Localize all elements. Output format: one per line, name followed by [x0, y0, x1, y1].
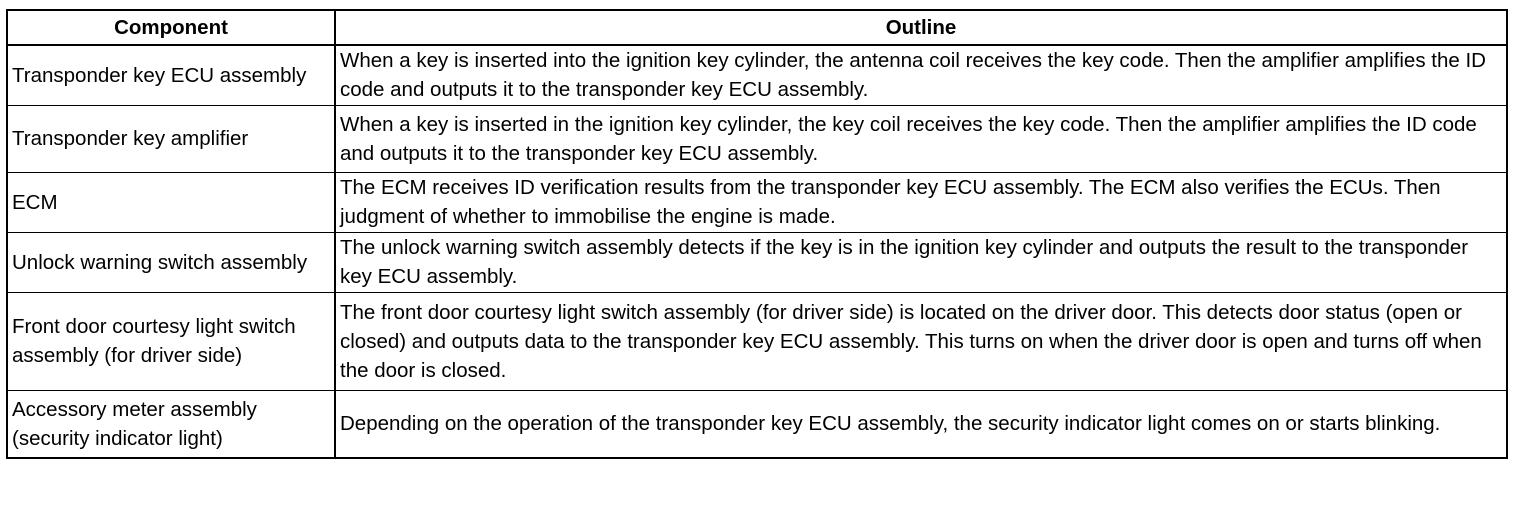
table-row — [7, 45, 1507, 105]
outline-cell: The ECM receives ID verification results from the transponder key ECU assembly. The ECM also verifies the ECUs. Then judgment of whether to immobilise the engine is made. — [335, 172, 1507, 232]
outline-cell: The front door courtesy light switch assembly (for driver side) is located on the driver door. This detects door status (open or closed) and outputs data to the transponder key ECU assembly. This turns on when the driver door is open and turns off when the door is closed. — [335, 292, 1507, 390]
column-header-component: Component — [7, 10, 335, 45]
table-row — [7, 292, 1507, 390]
column-header-outline: Outline — [335, 10, 1507, 45]
outline-cell: Depending on the operation of the transponder key ECU assembly, the security indicator light comes on or starts blinking. — [335, 390, 1507, 458]
header-row — [7, 10, 1507, 45]
table-row — [7, 390, 1507, 458]
table-row — [7, 105, 1507, 172]
table-body — [7, 45, 1507, 458]
table-row — [7, 172, 1507, 232]
component-cell: Unlock warning switch assembly — [7, 232, 335, 292]
table-row — [7, 232, 1507, 292]
component-cell: ECM — [7, 172, 335, 232]
component-cell: Front door courtesy light switch assembly (for driver side) — [7, 292, 335, 390]
component-outline-table — [6, 9, 1508, 459]
outline-cell: When a key is inserted into the ignition key cylinder, the antenna coil receives the key code. Then the amplifier amplifies the ID code and outputs it to the transponder key ECU assembly. — [335, 45, 1507, 105]
component-cell: Transponder key ECU assembly — [7, 45, 335, 105]
outline-cell: The unlock warning switch assembly detects if the key is in the ignition key cylinder and outputs the result to the transponder key ECU assembly. — [335, 232, 1507, 292]
component-cell: Transponder key amplifier — [7, 105, 335, 172]
component-cell: Accessory meter assembly (security indicator light) — [7, 390, 335, 458]
table-header — [7, 10, 1507, 45]
outline-cell: When a key is inserted in the ignition key cylinder, the key coil receives the key code. Then the amplifier amplifies the ID code and outputs it to the transponder key ECU assembly. — [335, 105, 1507, 172]
